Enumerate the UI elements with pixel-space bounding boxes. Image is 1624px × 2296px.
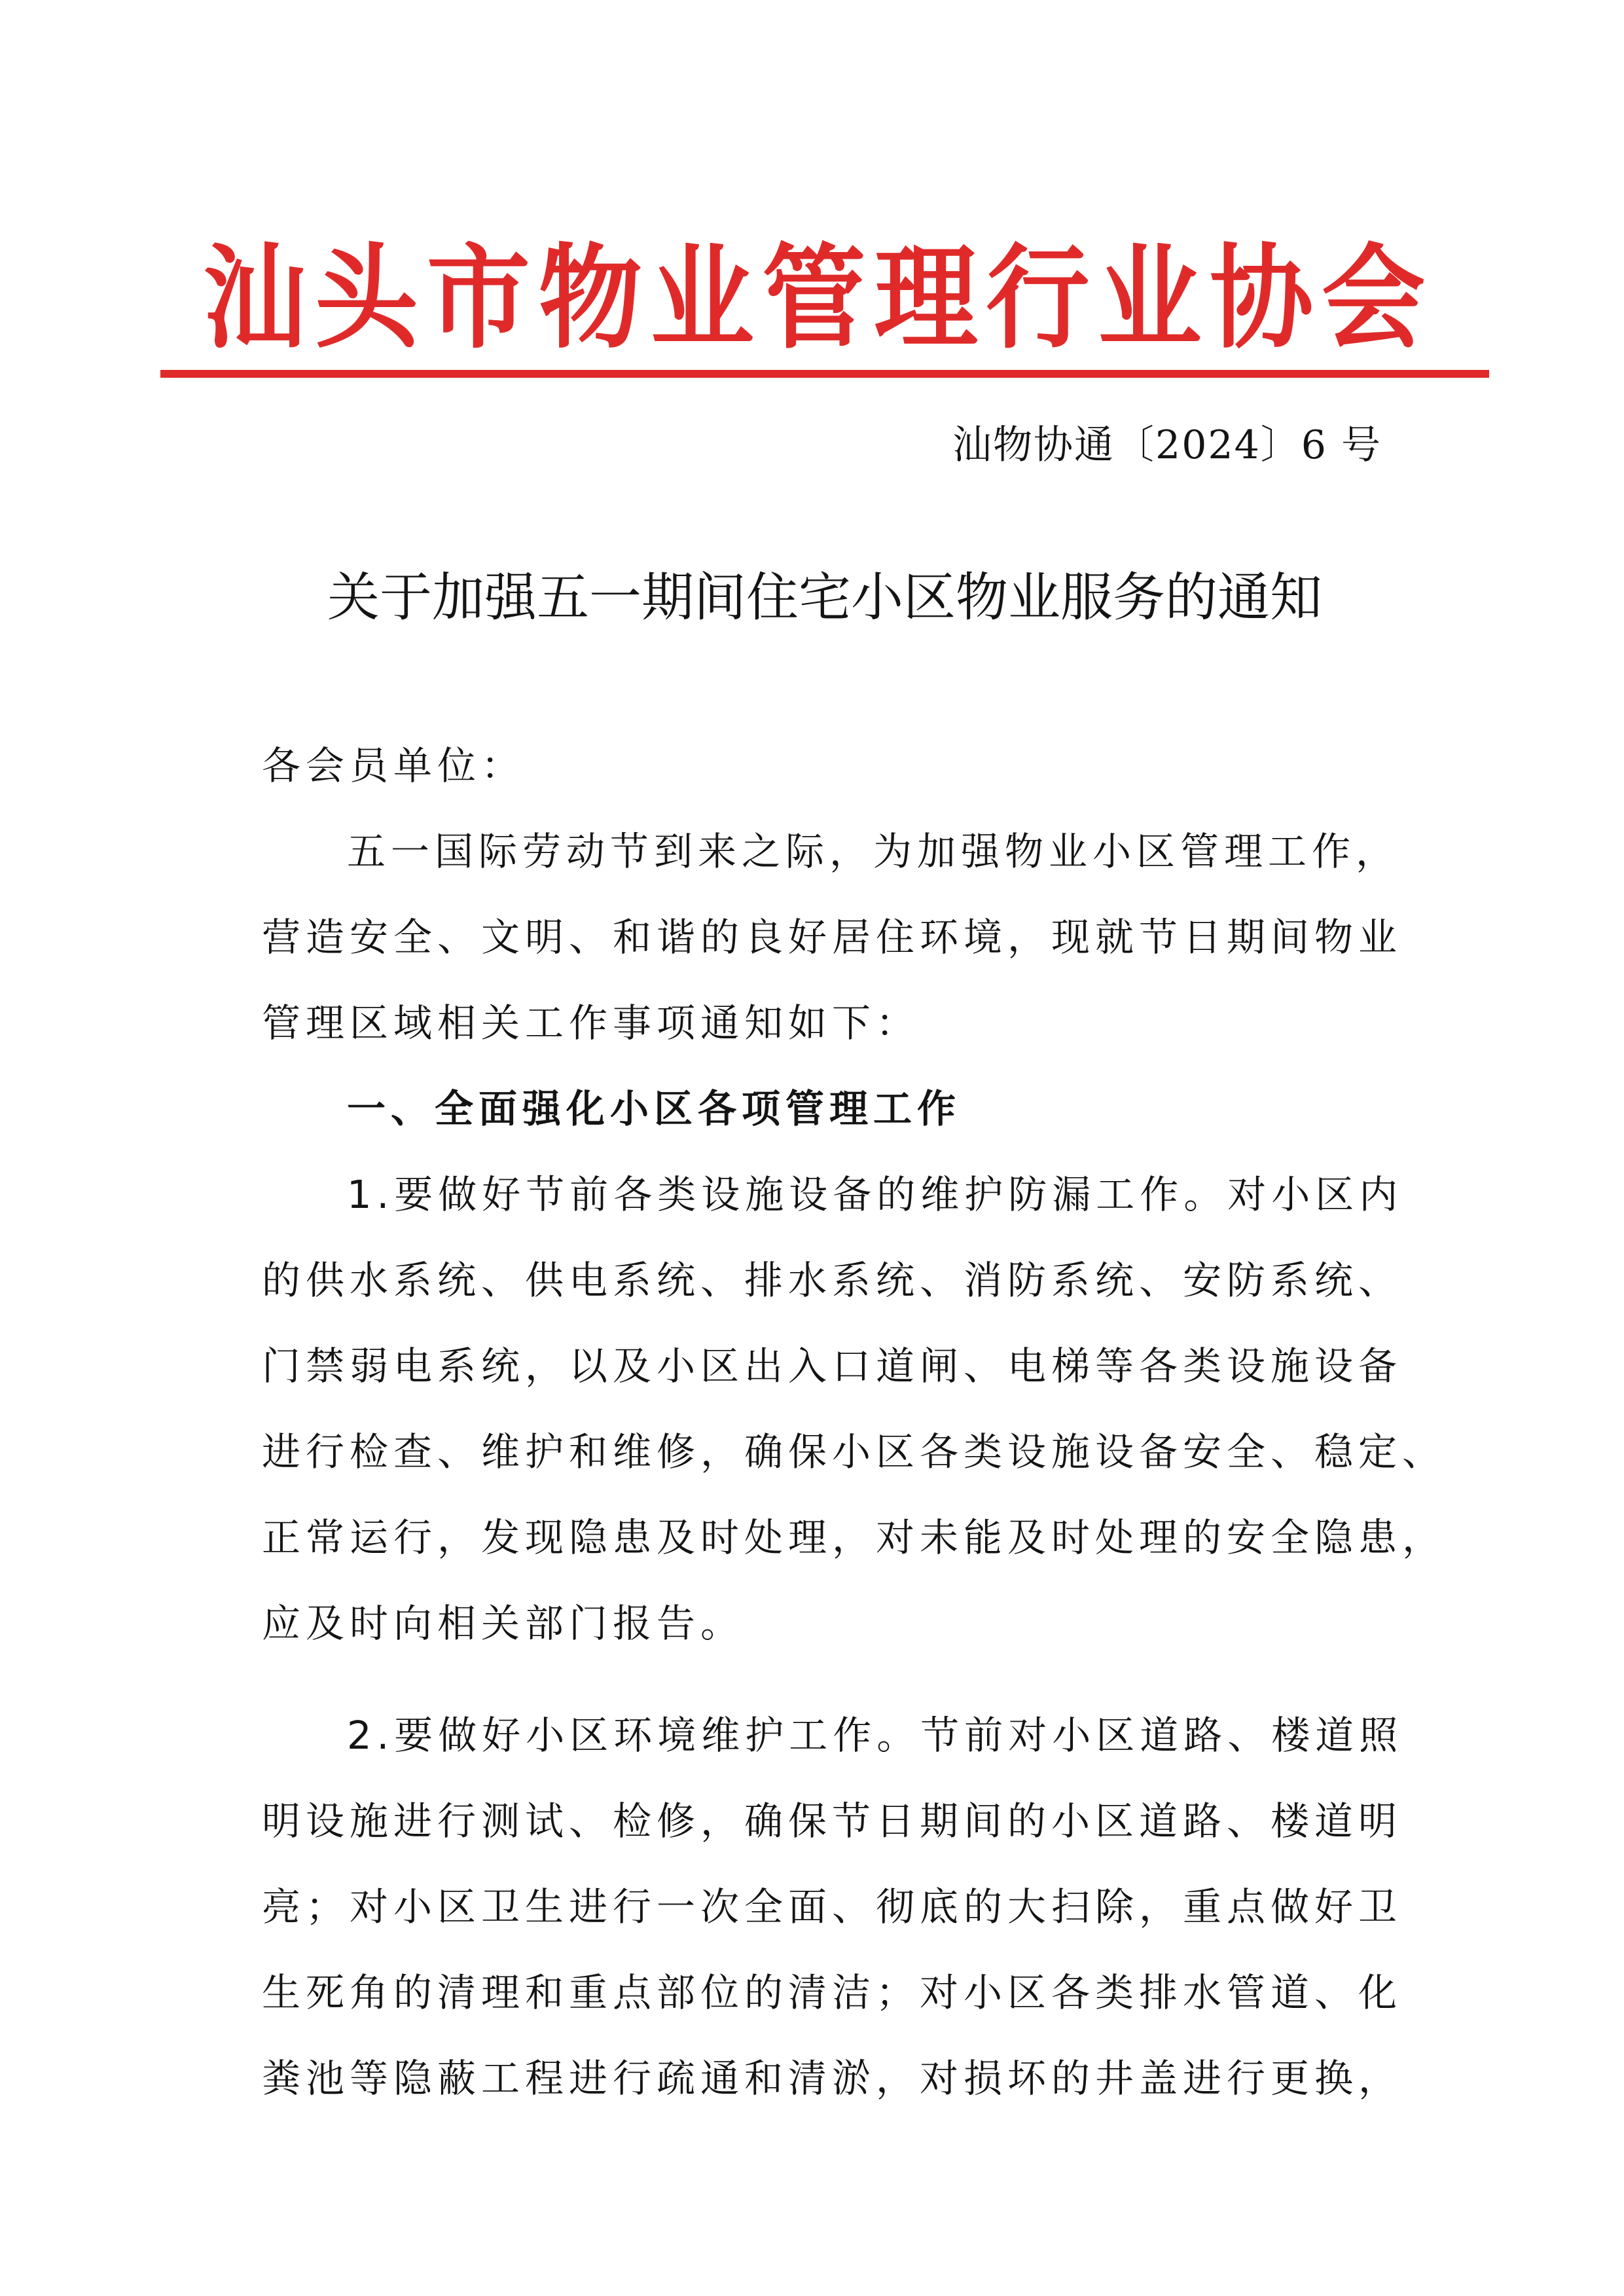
paragraph-line: 粪池等隐蔽工程进行疏通和清淤，对损坏的井盖进行更换，	[262, 2056, 1403, 2101]
paragraph-line: 进行检查、维护和维修，确保小区各类设施设备安全、稳定、	[262, 1429, 1447, 1474]
org-header	[196, 216, 1440, 367]
paragraph-line: 五一国际劳动节到来之际，为加强物业小区管理工作，	[347, 829, 1400, 874]
item-1-paragraph	[262, 1162, 1447, 1677]
header-red-rule	[160, 370, 1489, 378]
intro-paragraph	[262, 819, 1401, 1076]
paragraph-line: 1.要做好节前各类设施设备的维护防漏工作。对小区内	[347, 1172, 1403, 1217]
paragraph-line: 营造安全、文明、和谐的良好居住环境，现就节日期间物业	[262, 915, 1403, 960]
item-2-paragraph	[262, 1703, 1401, 2132]
section-heading: 一、全面强化小区各项管理工作	[347, 1086, 962, 1131]
paragraph-line: 的供水系统、供电系统、排水系统、消防系统、安防系统、	[262, 1258, 1403, 1303]
paragraph-line: 应及时向相关部门报告。	[262, 1601, 745, 1646]
paragraph-line: 正常运行，发现隐患及时处理，对未能及时处理的安全隐患，	[262, 1515, 1447, 1560]
paragraph-line: 门禁弱电系统，以及小区出入口道闸、电梯等各类设施设备	[262, 1343, 1403, 1389]
paragraph-line: 2.要做好小区环境维护工作。节前对小区道路、楼道照	[347, 1713, 1403, 1758]
document-title: 关于加强五一期间住宅小区物业服务的通知	[327, 567, 1322, 628]
paragraph-line: 生死角的清理和重点部位的清洁；对小区各类排水管道、化	[262, 1970, 1403, 2015]
org-name: 汕头市物业管理行业协会	[203, 231, 1434, 364]
paragraph-line: 亮；对小区卫生进行一次全面、彻底的大扫除，重点做好卫	[262, 1884, 1403, 1929]
paragraph-gap	[262, 1677, 1401, 1703]
salutation: 各会员单位：	[262, 743, 526, 788]
document-number: 汕物协通〔2024〕6 号	[952, 422, 1382, 468]
paragraph-line: 管理区域相关工作事项通知如下：	[262, 1000, 920, 1046]
paragraph-line: 明设施进行测试、检修，确保节日期间的小区道路、楼道明	[262, 1798, 1403, 1844]
document-body	[262, 733, 1447, 2132]
org-name-wordmark	[196, 216, 1440, 367]
